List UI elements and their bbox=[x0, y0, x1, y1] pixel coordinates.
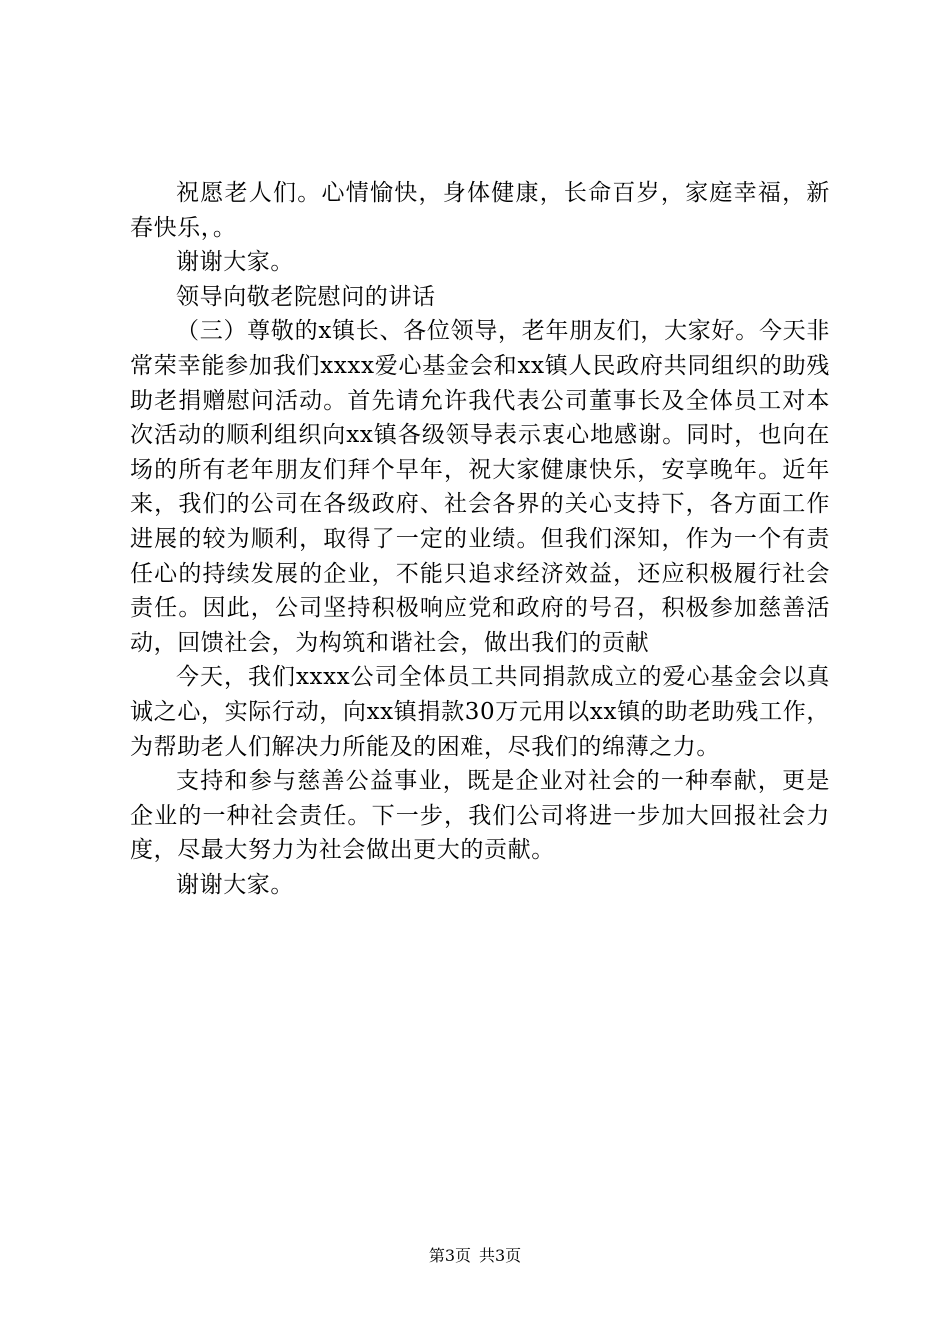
paragraph-speech-opening: （三）尊敬的x镇长、各位领导，老年朋友们，大家好。今天非常荣幸能参加我们xxxx爱心基金会和xx镇人民政府共同组织的助残助老捐赠慰问活动。首先请允许我代表公司董事长及全体员工对本次活动的顺利组织向xx镇各级领导表示衷心地感谢。同时，也向在场的所有老年朋友们拜个早年，祝大家健康快乐，安享晚年。近年来，我们的公司在各级政府、社会各界的关心支持下，各方面工作进展的较为顺利，取得了一定的业绩。但我们深知，作为一个有责任心的持续发展的企业，不能只追求经济效益，还应积极履行社会责任。因此，公司坚持积极响应党和政府的号召，积极参加慈善活动，回馈社会，为构筑和谐社会，做出我们的贡献 bbox=[130, 318, 830, 656]
page-number: 第3页 bbox=[428, 1246, 471, 1265]
paragraph-blessing: 祝愿老人们。心情愉快，身体健康，长命百岁，家庭幸福，新春快乐，。 bbox=[130, 180, 830, 241]
paragraph-thanks: 谢谢大家。 bbox=[176, 249, 294, 276]
page-footer bbox=[0, 1246, 950, 1266]
page-total: 共3页 bbox=[479, 1246, 522, 1265]
paragraph-closing-thanks: 谢谢大家。 bbox=[176, 871, 294, 898]
paragraph-responsibility: 支持和参与慈善公益事业，既是企业对社会的一种奉献，更是企业的一种社会责任。下一步，我们公司将进一步加大回报社会力度，尽最大努力为社会做出更大的贡献。 bbox=[130, 768, 830, 864]
section-heading: 领导向敬老院慰问的讲话 bbox=[176, 283, 436, 310]
document-body bbox=[130, 176, 830, 902]
paragraph-donation: 今天，我们xxxx公司全体员工共同捐款成立的爱心基金会以真诚之心，实际行动，向xx镇捐款30万元用以xx镇的助老助残工作，为帮助老人们解决力所能及的困难，尽我们的绵薄之力。 bbox=[130, 664, 830, 760]
